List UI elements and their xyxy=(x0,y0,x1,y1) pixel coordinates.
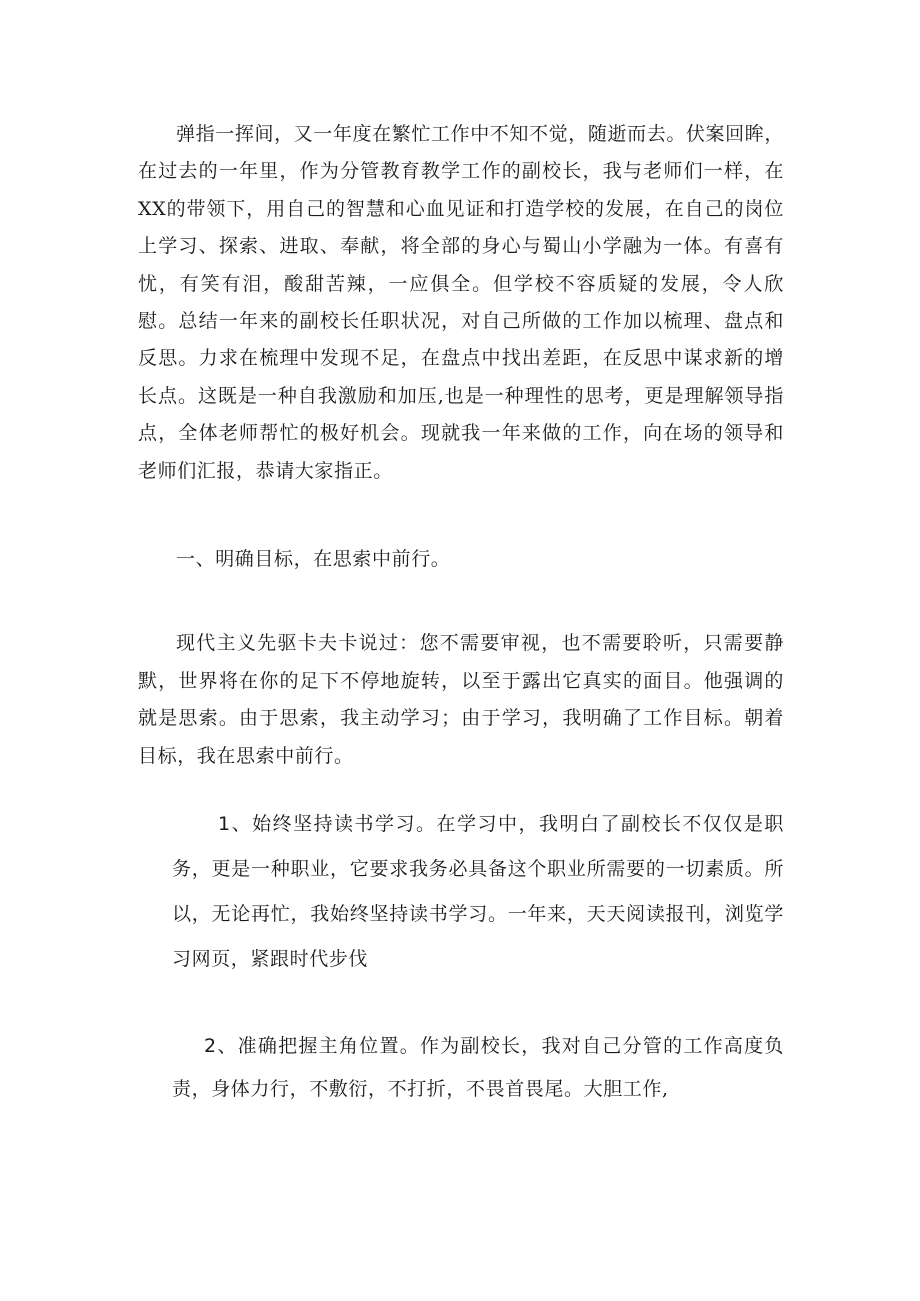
kafka-quote-paragraph: 现代主义先驱卡夫卡说过：您不需要审视，也不需要聆听，只需要静默，世界将在你的足下不停地旋转，以至于露出它真实的面目。他强调的就是思索。由于思索，我主动学习；由于学习，我明确了工作目标。朝着目标，我在思索中前行。 xyxy=(138,632,784,767)
list-item-2 xyxy=(172,1025,784,1111)
list-item-2-number: 2 xyxy=(204,1035,217,1057)
section-heading-1: 一、明确目标，在思索中前行。 xyxy=(176,548,451,570)
list-item-1 xyxy=(172,802,784,982)
list-item-1-text: 、始终坚持读书学习。在学习中，我明白了副校长不仅仅是职务，更是一种职业，它要求我务必具备这个职业所需要的一切素质。所以，无论再忙，我始终坚持读书学习。一年来，天天阅读报刊，浏览学习网页，紧跟时代步伐 xyxy=(172,813,784,970)
list-item-1-number: 1 xyxy=(218,813,231,835)
list-item-2-text: 、准确把握主角位置。作为副校长，我对自己分管的工作高度负责，身体力行，不敷衍，不打折，不畏首畏尾。大胆工作, xyxy=(172,1035,784,1100)
intro-paragraph: 弹指一挥间，又一年度在繁忙工作中不知不觉，随逝而去。伏案回眸，在过去的一年里，作为分管教育教学工作的副校长，我与老师们一样，在XX的带领下，用自己的智慧和心血见证和打造学校的发展，在自己的岗位上学习、探索、进取、奉献，将全部的身心与蜀山小学融为一体。有喜有忧，有笑有泪，酸甜苦辣，一应俱全。但学校不容质疑的发展，令人欣慰。总结一年来的副校长任职状况，对自己所做的工作加以梳理、盘点和反思。力求在梳理中发现不足，在盘点中找出差距，在反思中谋求新的增长点。这既是一种自我激励和加压,也是一种理性的思考，更是理解领导指点，全体老师帮忙的极好机会。现就我一年来做的工作，向在场的领导和老师们汇报，恭请大家指正。 xyxy=(138,123,784,482)
